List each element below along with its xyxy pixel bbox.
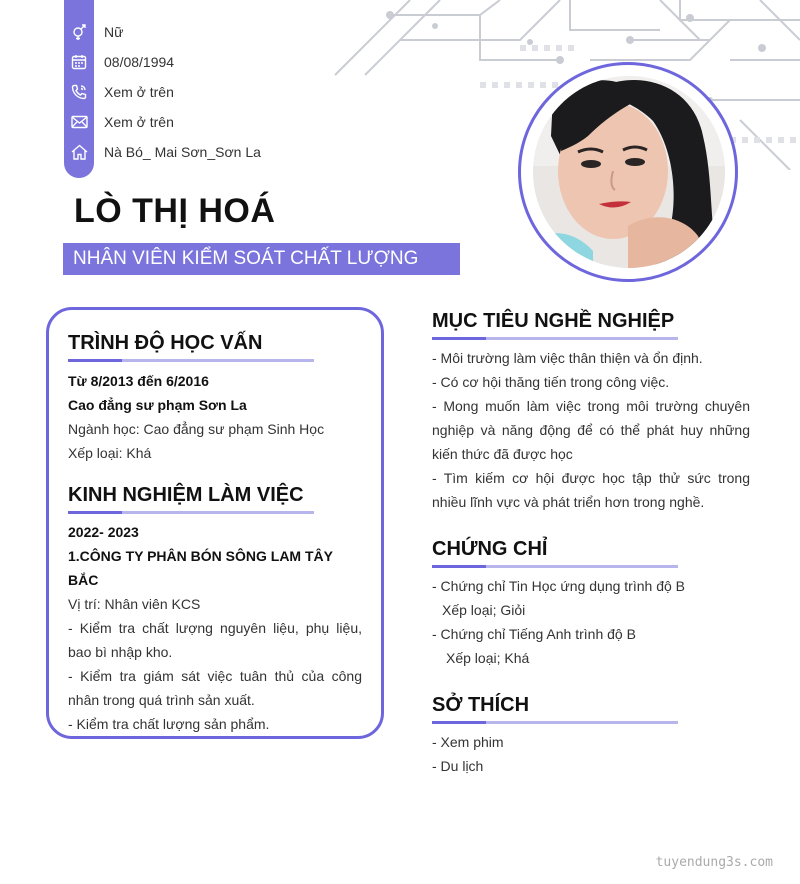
education-heading: TRÌNH ĐỘ HỌC VẤN — [68, 332, 263, 354]
watermark: tuyendung3s.com — [655, 855, 773, 870]
address-value: Nà Bó_ Mai Sơn_Sơn La — [104, 144, 261, 160]
certificate-grade: Xếp loại; Khá — [446, 650, 530, 666]
calendar-icon — [64, 54, 94, 70]
mail-icon — [64, 115, 94, 129]
education-period: Từ 8/2013 đến 6/2016 — [68, 373, 209, 389]
experience-underline — [68, 511, 314, 514]
hobbies-section — [432, 730, 750, 778]
experience-duty: - Kiểm tra chất lượng sản phẩm. — [68, 716, 270, 732]
education-major: Ngành học: Cao đẳng sư phạm Sinh Học — [68, 421, 325, 437]
education-section — [68, 369, 362, 465]
objective-section — [432, 346, 750, 514]
certificates-section — [432, 574, 750, 670]
dob-value: 08/08/1994 — [104, 54, 175, 70]
experience-section — [68, 520, 362, 736]
home-icon — [64, 144, 94, 160]
phone-value: Xem ở trên — [104, 84, 174, 100]
objective-item: - Môi trường làm việc thân thiện và ổn định. — [432, 350, 703, 366]
experience-heading: KINH NGHIỆM LÀM VIỆC — [68, 484, 304, 506]
gender-value: Nữ — [104, 24, 124, 40]
contact-phone — [64, 77, 174, 107]
contact-gender — [64, 17, 123, 47]
contact-email — [64, 107, 174, 137]
education-underline — [68, 359, 314, 362]
candidate-name: LÒ THỊ HOÁ — [74, 192, 276, 230]
objective-item: - Mong muốn làm việc trong môi trường chuyên nghiệp và năng động để có thể phát huy những kiến thức đã được học — [432, 398, 750, 462]
certificate-name: - Chứng chỉ Tin Học ứng dụng trình độ B — [432, 578, 685, 594]
job-title-bar: NHÂN VIÊN KIỂM SOÁT CHẤT LƯỢNG — [63, 243, 460, 275]
education-grade: Xếp loại: Khá — [68, 445, 152, 461]
objective-item: - Có cơ hội thăng tiến trong công việc. — [432, 374, 670, 390]
contact-address — [64, 137, 261, 167]
certificates-underline — [432, 565, 678, 568]
objective-item: - Tìm kiếm cơ hội được học tập thử sức trong nhiều lĩnh vực và phát triển hơn trong nghề. — [432, 470, 750, 510]
objective-heading: MỤC TIÊU NGHỀ NGHIỆP — [432, 310, 675, 332]
experience-position: Vị trí: Nhân viên KCS — [68, 596, 201, 612]
hobby-item: - Du lịch — [432, 758, 484, 774]
hobbies-underline — [432, 721, 678, 724]
experience-company: 1.CÔNG TY PHÂN BÓN SÔNG LAM TÂY BẮC — [68, 548, 333, 588]
experience-period: 2022- 2023 — [68, 524, 139, 540]
contact-dob — [64, 47, 174, 77]
certificate-grade: Xếp loại; Giỏi — [442, 602, 526, 618]
profile-photo — [533, 76, 725, 268]
phone-icon — [64, 84, 94, 100]
gender-icon — [64, 23, 94, 41]
email-value: Xem ở trên — [104, 114, 174, 130]
experience-duty: - Kiểm tra chất lượng nguyên liệu, phụ liệu, bao bì nhập kho. — [68, 620, 362, 660]
education-school: Cao đẳng sư phạm Sơn La — [68, 397, 247, 413]
objective-underline — [432, 337, 678, 340]
hobbies-heading: SỞ THÍCH — [432, 694, 530, 716]
certificates-heading: CHỨNG CHỈ — [432, 538, 548, 560]
hobby-item: - Xem phim — [432, 734, 504, 750]
certificate-name: - Chứng chỉ Tiếng Anh trình độ B — [432, 626, 636, 642]
experience-duty: - Kiểm tra giám sát việc tuân thủ của công nhân trong quá trình sản xuất. — [68, 668, 362, 708]
